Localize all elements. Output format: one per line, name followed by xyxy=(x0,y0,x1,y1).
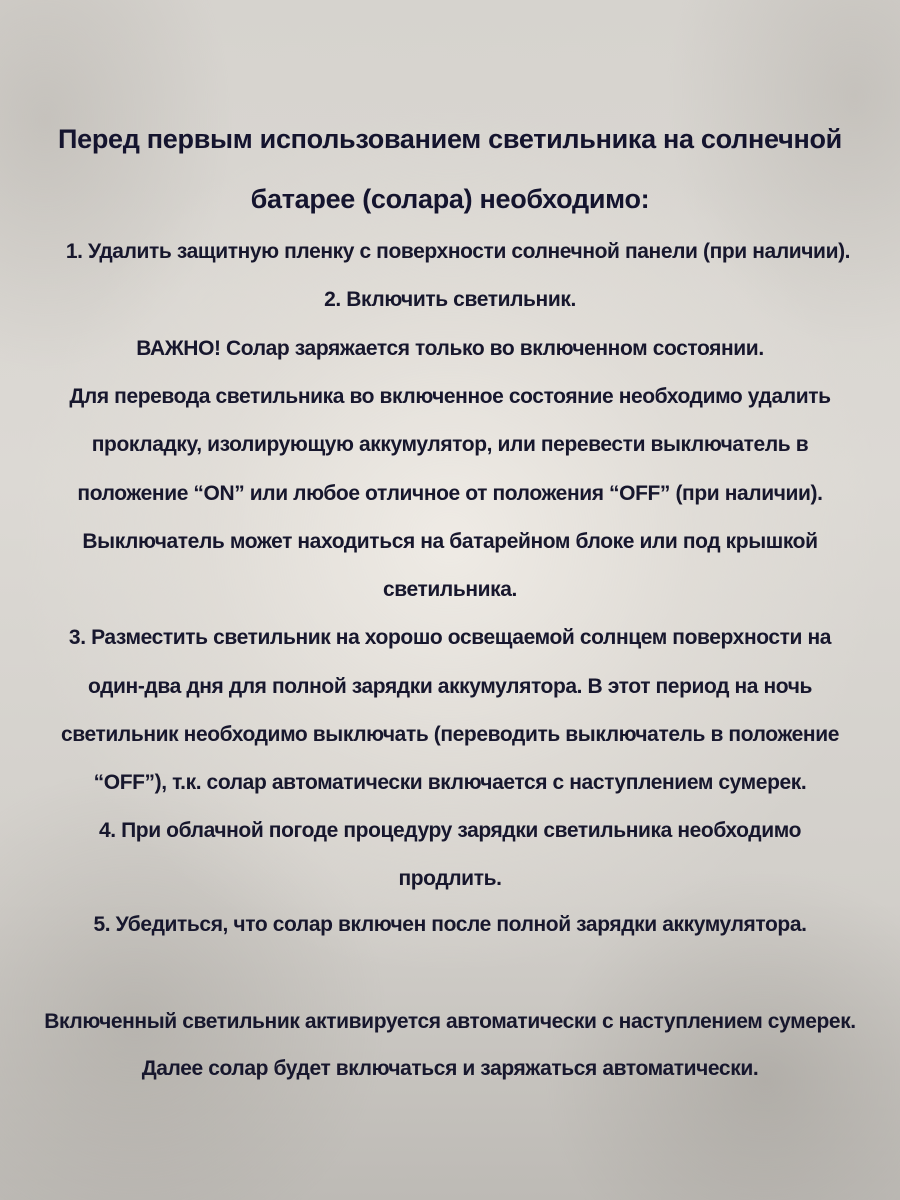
step-4-line-2: продлить. xyxy=(398,867,502,890)
switch-location-line-2: светильника. xyxy=(383,578,517,601)
switch-location-line-1: Выключатель может находиться на батарейном блоке или под крышкой xyxy=(82,530,818,553)
step-3-line-3: светильник необходимо выключать (переводить выключатель в положение xyxy=(60,723,840,746)
switch-instruction-line-2: прокладку, изолирующую аккумулятор, или перевести выключатель в xyxy=(91,433,809,456)
final-note-line-2: Далее солар будет включаться и заряжаться автоматически. xyxy=(141,1057,759,1080)
switch-instruction-line-3: положение “ON” или любое отличное от положения “OFF” (при наличии). xyxy=(77,482,823,505)
step-3-line-4: “OFF”), т.к. солар автоматически включается с наступлением сумерек. xyxy=(93,771,807,794)
step-5: 5. Убедиться, что солар включен после полной зарядки аккумулятора. xyxy=(93,913,807,936)
step-3-line-2: один-два дня для полной зарядки аккумулятора. В этот период на ночь xyxy=(87,675,813,698)
step-1: 1. Удалить защитную пленку с поверхности солнечной панели (при наличии). xyxy=(65,240,851,263)
important-note: ВАЖНО! Солар заряжается только во включенном состоянии. xyxy=(136,337,764,360)
switch-instruction-line-1: Для перевода светильника во включенное состояние необходимо удалить xyxy=(69,385,831,408)
step-4-line-1: 4. При облачной погоде процедуру зарядки светильника необходимо xyxy=(98,819,802,842)
step-3-line-1: 3. Разместить светильник на хорошо освещаемой солнцем поверхности на xyxy=(68,626,832,649)
step-2: 2. Включить светильник. xyxy=(324,288,576,311)
title-line-2: батарее (солара) необходимо: xyxy=(250,184,650,214)
title-line-1: Перед первым использованием светильника на солнечной xyxy=(58,124,842,154)
final-note-line-1: Включенный светильник активируется автоматически с наступлением сумерек. xyxy=(44,1010,856,1033)
